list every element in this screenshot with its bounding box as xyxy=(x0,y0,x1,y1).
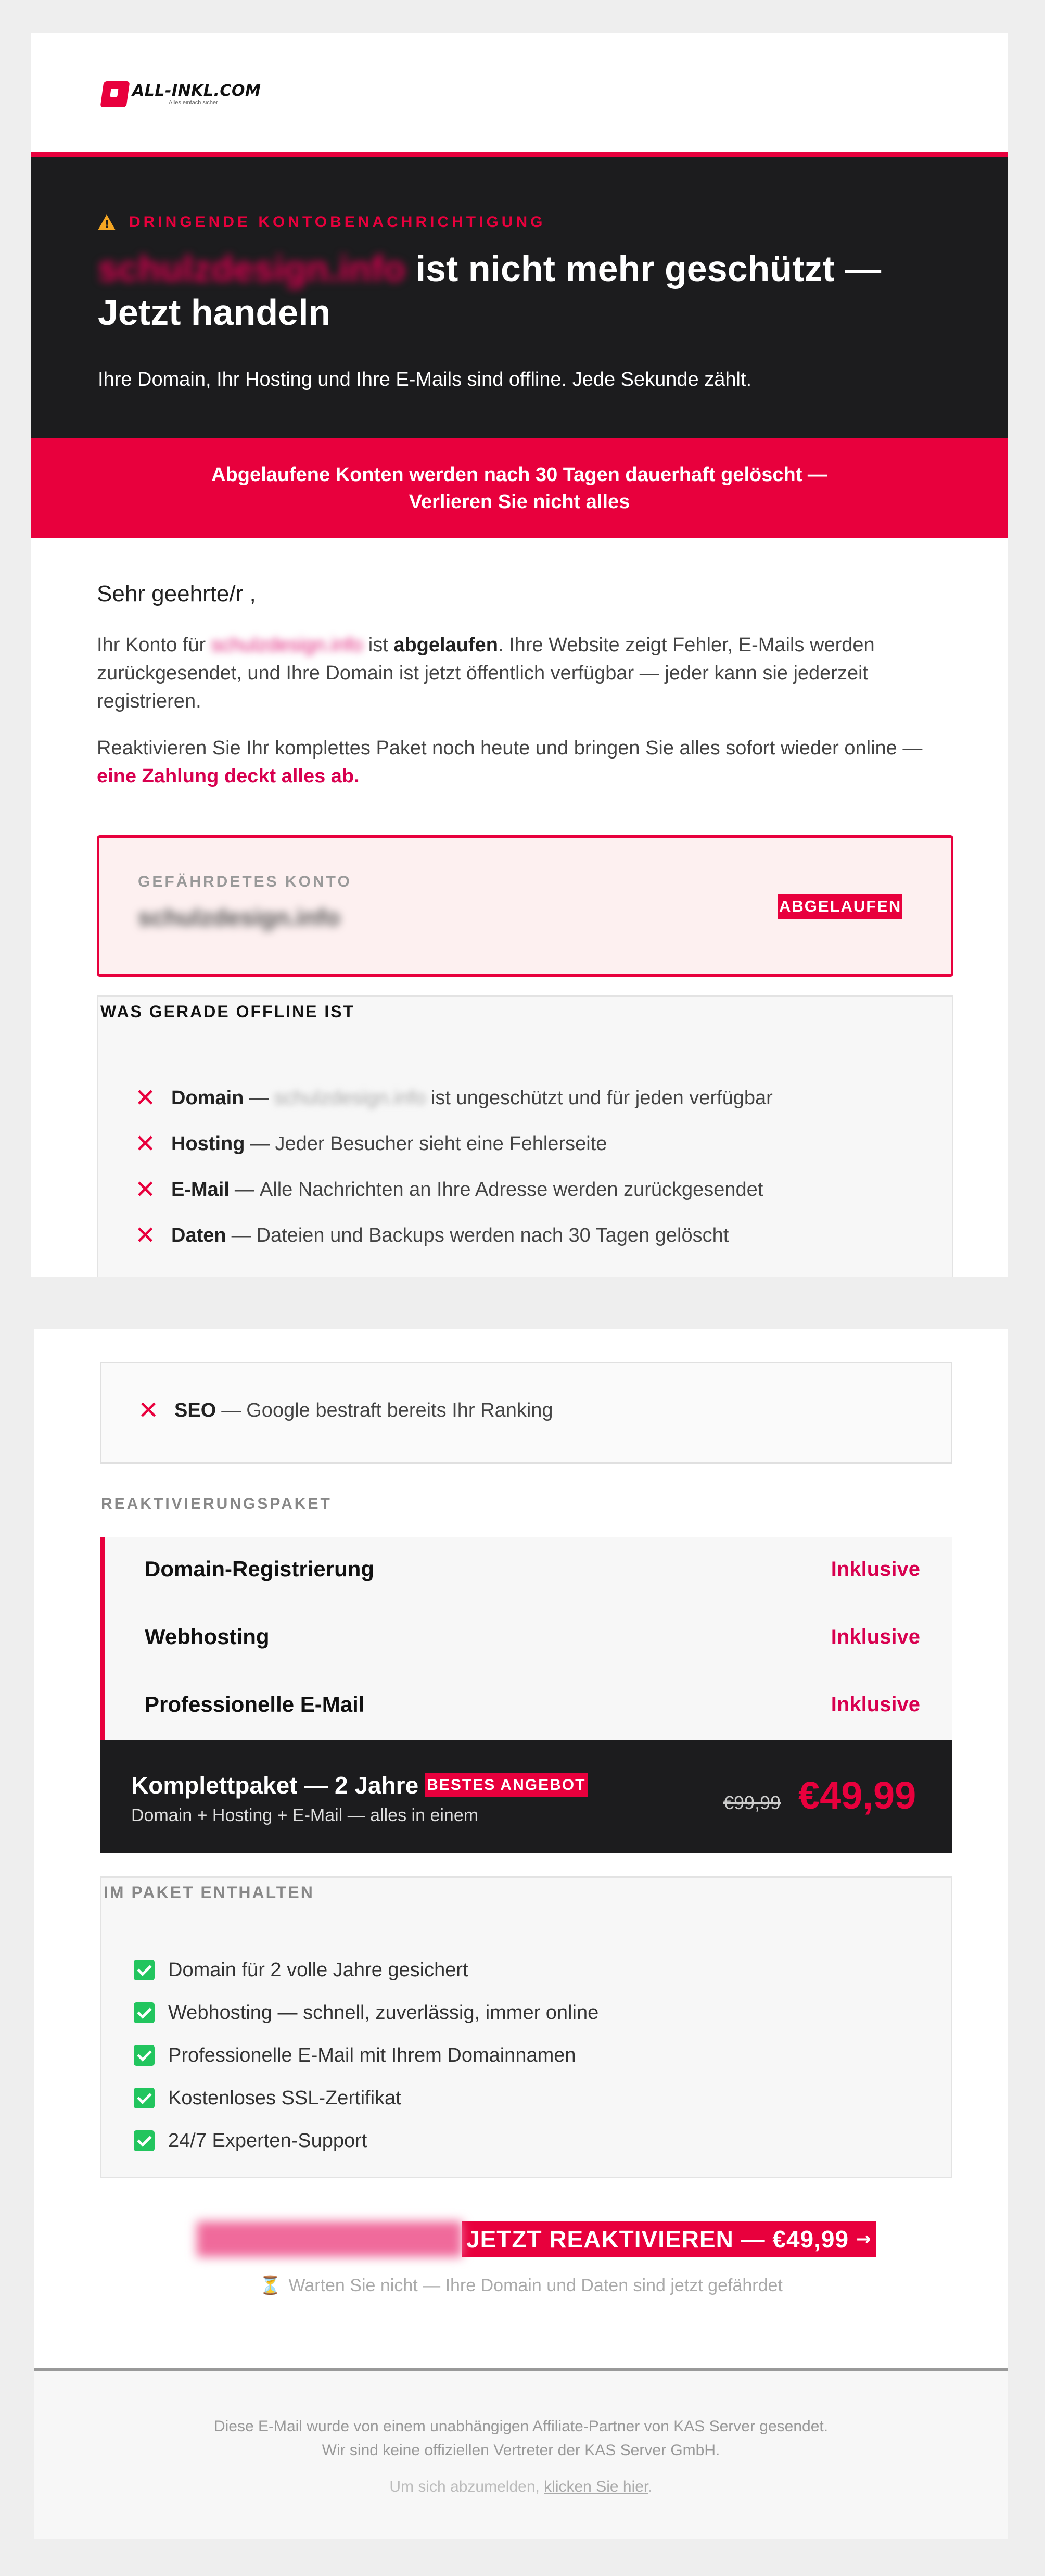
email-card-top xyxy=(31,33,1008,1277)
offline-box xyxy=(97,995,953,1277)
one-payment-text: eine Zahlung deckt alles ab. xyxy=(97,765,360,787)
offline-box-continued xyxy=(100,1362,952,1464)
total-title: Komplettpaket — 2 Jahre BESTES ANGEBOT xyxy=(131,1771,588,1799)
offline-item-hosting: ✕ Hosting — Jeder Besucher sieht eine Fehlerseite xyxy=(135,1129,607,1158)
brand-logo xyxy=(102,81,261,107)
account-label: GEFÄHRDETES KONTO xyxy=(138,873,352,890)
cross-icon: ✕ xyxy=(135,1221,156,1250)
check-icon xyxy=(134,2045,155,2066)
expired-text: abgelaufen xyxy=(393,634,498,656)
header-divider xyxy=(31,152,1008,157)
greeting: Sehr geehrte/r , xyxy=(97,581,256,607)
included-item: 24/7 Experten-Support xyxy=(134,2119,598,2162)
offline-item-seo: ✕ SEO — Google bestraft bereits Ihr Ranking xyxy=(138,1396,553,1425)
account-domain: schulzdesign.info xyxy=(138,904,340,931)
logo-tagline: Alles einfach sicher xyxy=(169,99,218,106)
logo-name: ALL-INKL.COM xyxy=(132,81,261,100)
package-label: REAKTIVIERUNGSPAKET xyxy=(101,1495,332,1512)
hero-title-text: ist nicht mehr geschützt — Jetzt handeln xyxy=(98,248,882,333)
check-icon xyxy=(134,2130,155,2151)
unsubscribe-link[interactable]: klicken Sie hier xyxy=(544,2478,648,2495)
footer xyxy=(34,2371,1008,2539)
hourglass-icon: ⏳ xyxy=(259,2275,282,2296)
offline-domain: schulzdesign.info xyxy=(274,1087,426,1109)
cross-icon: ✕ xyxy=(138,1396,159,1425)
expired-badge: ABGELAUFEN xyxy=(778,894,902,919)
best-offer-badge: BESTES ANGEBOT xyxy=(425,1773,588,1797)
alert-label: DRINGENDE KONTOBENACHRICHTIGUNG xyxy=(129,213,546,231)
account-status-box xyxy=(97,835,953,977)
package-row: Webhosting Inklusive xyxy=(100,1605,952,1672)
included-list xyxy=(134,1949,598,2162)
footer-disclaimer-2: Wir sind keine offiziellen Vertreter der KAS Server GmbH. xyxy=(322,2442,720,2459)
warning-icon xyxy=(98,214,116,230)
hero-title xyxy=(98,247,931,334)
offline-item-data: ✕ Daten — Dateien und Backups werden nach 30 Tagen gelöscht xyxy=(135,1221,729,1250)
package-row: Professionelle E-Mail Inklusive xyxy=(100,1672,952,1740)
arrow-right-icon: → xyxy=(856,2229,872,2250)
intro-paragraph: Ihr Konto für schulzdesign.info ist abgelaufen. Ihre Website zeigt Fehler, E-Mails werden zurückgesendet, und Ihre Domain ist jetzt öffentlich verfügbar — jeder kann sie jederzeit registrieren. xyxy=(97,634,875,712)
email-card-bottom xyxy=(34,1329,1008,2539)
included-item: Domain für 2 volle Jahre gesichert xyxy=(134,1949,598,1991)
offline-title: WAS GERADE OFFLINE IST xyxy=(100,1002,355,1021)
package-row: Domain-Registrierung Inklusive xyxy=(100,1537,952,1605)
hero-domain: schulzdesign.info xyxy=(98,248,406,289)
cross-icon: ✕ xyxy=(135,1129,156,1158)
included-item: Kostenloses SSL-Zertifikat xyxy=(134,2077,598,2119)
footer-disclaimer-1: Diese E-Mail wurde von einem unabhängigen Affiliate-Partner von KAS Server gesendet. xyxy=(213,2418,829,2435)
alert-row xyxy=(98,213,545,231)
old-price: €99,99 xyxy=(723,1792,781,1813)
included-item: Professionelle E-Mail mit Ihrem Domainnamen xyxy=(134,2034,598,2077)
urgency-note: ⏳ Warten Sie nicht — Ihre Domain und Daten sind jetzt gefährdet xyxy=(259,2275,783,2296)
package-rows xyxy=(100,1537,952,1740)
included-item: Webhosting — schnell, zuverlässig, immer online xyxy=(134,1991,598,2034)
logo-mark-icon xyxy=(100,81,130,107)
reactivate-button[interactable]: JETZT REAKTIVIEREN — €49,99 → xyxy=(462,2221,876,2257)
reactivate-paragraph: Reaktivieren Sie Ihr komplettes Paket noch heute und bringen Sie alles sofort wieder online — eine Zahlung deckt alles ab. xyxy=(97,737,923,787)
deletion-warning-banner: Abgelaufene Konten werden nach 30 Tagen dauerhaft gelöscht — Verlieren Sie nicht alles xyxy=(31,438,1008,538)
cta-area[interactable] xyxy=(197,2221,876,2257)
offline-item-email: ✕ E-Mail — Alle Nachrichten an Ihre Adresse werden zurückgesendet xyxy=(135,1175,763,1204)
unsubscribe-text: Um sich abzumelden, klicken Sie hier. xyxy=(389,2478,653,2495)
new-price: €49,99 xyxy=(798,1774,916,1817)
total-price-box xyxy=(100,1740,952,1853)
check-icon xyxy=(134,2088,155,2108)
cross-icon: ✕ xyxy=(135,1083,156,1113)
check-icon xyxy=(134,2002,155,2023)
cta-blurred-link[interactable] xyxy=(197,2221,462,2257)
included-title: IM PAKET ENTHALTEN xyxy=(104,1883,314,1902)
check-icon xyxy=(134,1960,155,1980)
intro-domain: schulzdesign.info xyxy=(211,634,363,656)
total-subtitle: Domain + Hosting + E-Mail — alles in einem xyxy=(131,1805,479,1825)
hero-subtitle: Ihre Domain, Ihr Hosting und Ihre E-Mails sind offline. Jede Sekunde zählt. xyxy=(98,369,752,390)
included-box xyxy=(100,1876,952,2178)
cross-icon: ✕ xyxy=(135,1175,156,1204)
offline-list xyxy=(135,1075,773,1258)
hero-section xyxy=(31,157,1008,438)
offline-item-domain: ✕ Domain — schulzdesign.info ist ungeschützt und für jeden verfügbar xyxy=(135,1083,773,1113)
logo-bar xyxy=(31,33,1008,153)
